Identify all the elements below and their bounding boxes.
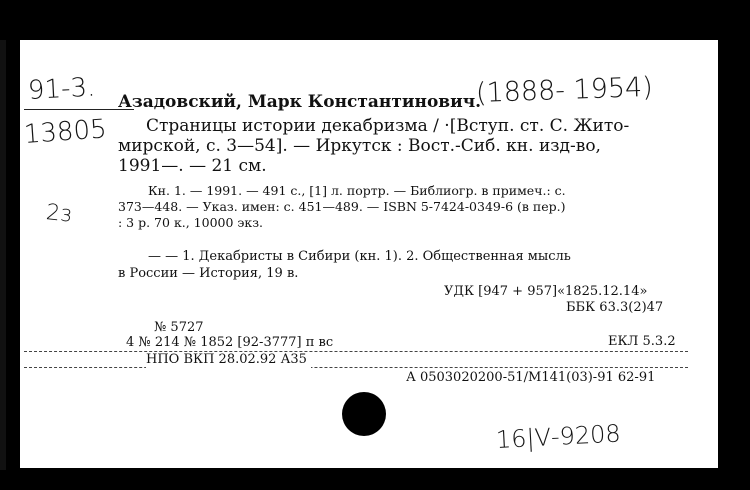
handwritten-side-note: 2з <box>44 200 74 228</box>
volume-line-3: : 3 р. 70 к., 10000 экз. <box>118 215 264 230</box>
order-line: 4 № 214 № 1852 [92-3777] п вс <box>126 335 337 351</box>
handwritten-bottom-mark: 16|Ⅴ-9208 <box>495 419 622 454</box>
ekl-code: ЕКЛ 5.3.2 <box>604 334 676 350</box>
classification-code: А 0503020200-51/М141(03)-91 62-91 <box>406 370 656 385</box>
npo-line: НПО ВКП 28.02.92 А35 <box>146 352 311 368</box>
subjects-line-1: — — 1. Декабристы в Сибири (кн. 1). 2. Общественная мысль <box>148 249 571 264</box>
volume-line-2: 373—448. — Указ. имен: с. 451—489. — ISBN 5-7424-0349-6 (в пер.) <box>118 199 566 214</box>
volume-line-1: Кн. 1. — 1991. — 491 с., [1] л. портр. — Библиогр. в примеч.: с. <box>148 183 566 198</box>
catalog-card <box>20 40 718 468</box>
handwritten-shelf-code: 91-3. <box>27 72 96 106</box>
order-line-rule <box>24 351 688 352</box>
title-line-3: 1991—. — 21 см. <box>118 156 267 176</box>
udk-code: УДК [947 + 957]«1825.12.14» <box>444 284 648 299</box>
card-punch-hole <box>342 392 386 436</box>
author-heading: Азадовский, Марк Константинович. <box>118 92 482 112</box>
npo-line-rule <box>24 367 688 368</box>
subjects-line-2: в России — История, 19 в. <box>118 266 299 281</box>
title-line-2: мирской, с. 3—54]. — Иркутск : Вост.-Сиб. кн. изд-во, <box>118 136 601 156</box>
handwritten-lifespan: (1888- 1954) <box>475 71 654 109</box>
scan-edge <box>0 40 6 470</box>
record-number: № 5727 <box>154 320 204 335</box>
handwritten-inventory-number: 13805 <box>22 114 108 150</box>
bbk-code: ББК 63.3(2)47 <box>566 300 664 315</box>
title-line-1: Страницы истории декабризма / ·[Вступ. ст. С. Жито- <box>146 116 630 136</box>
